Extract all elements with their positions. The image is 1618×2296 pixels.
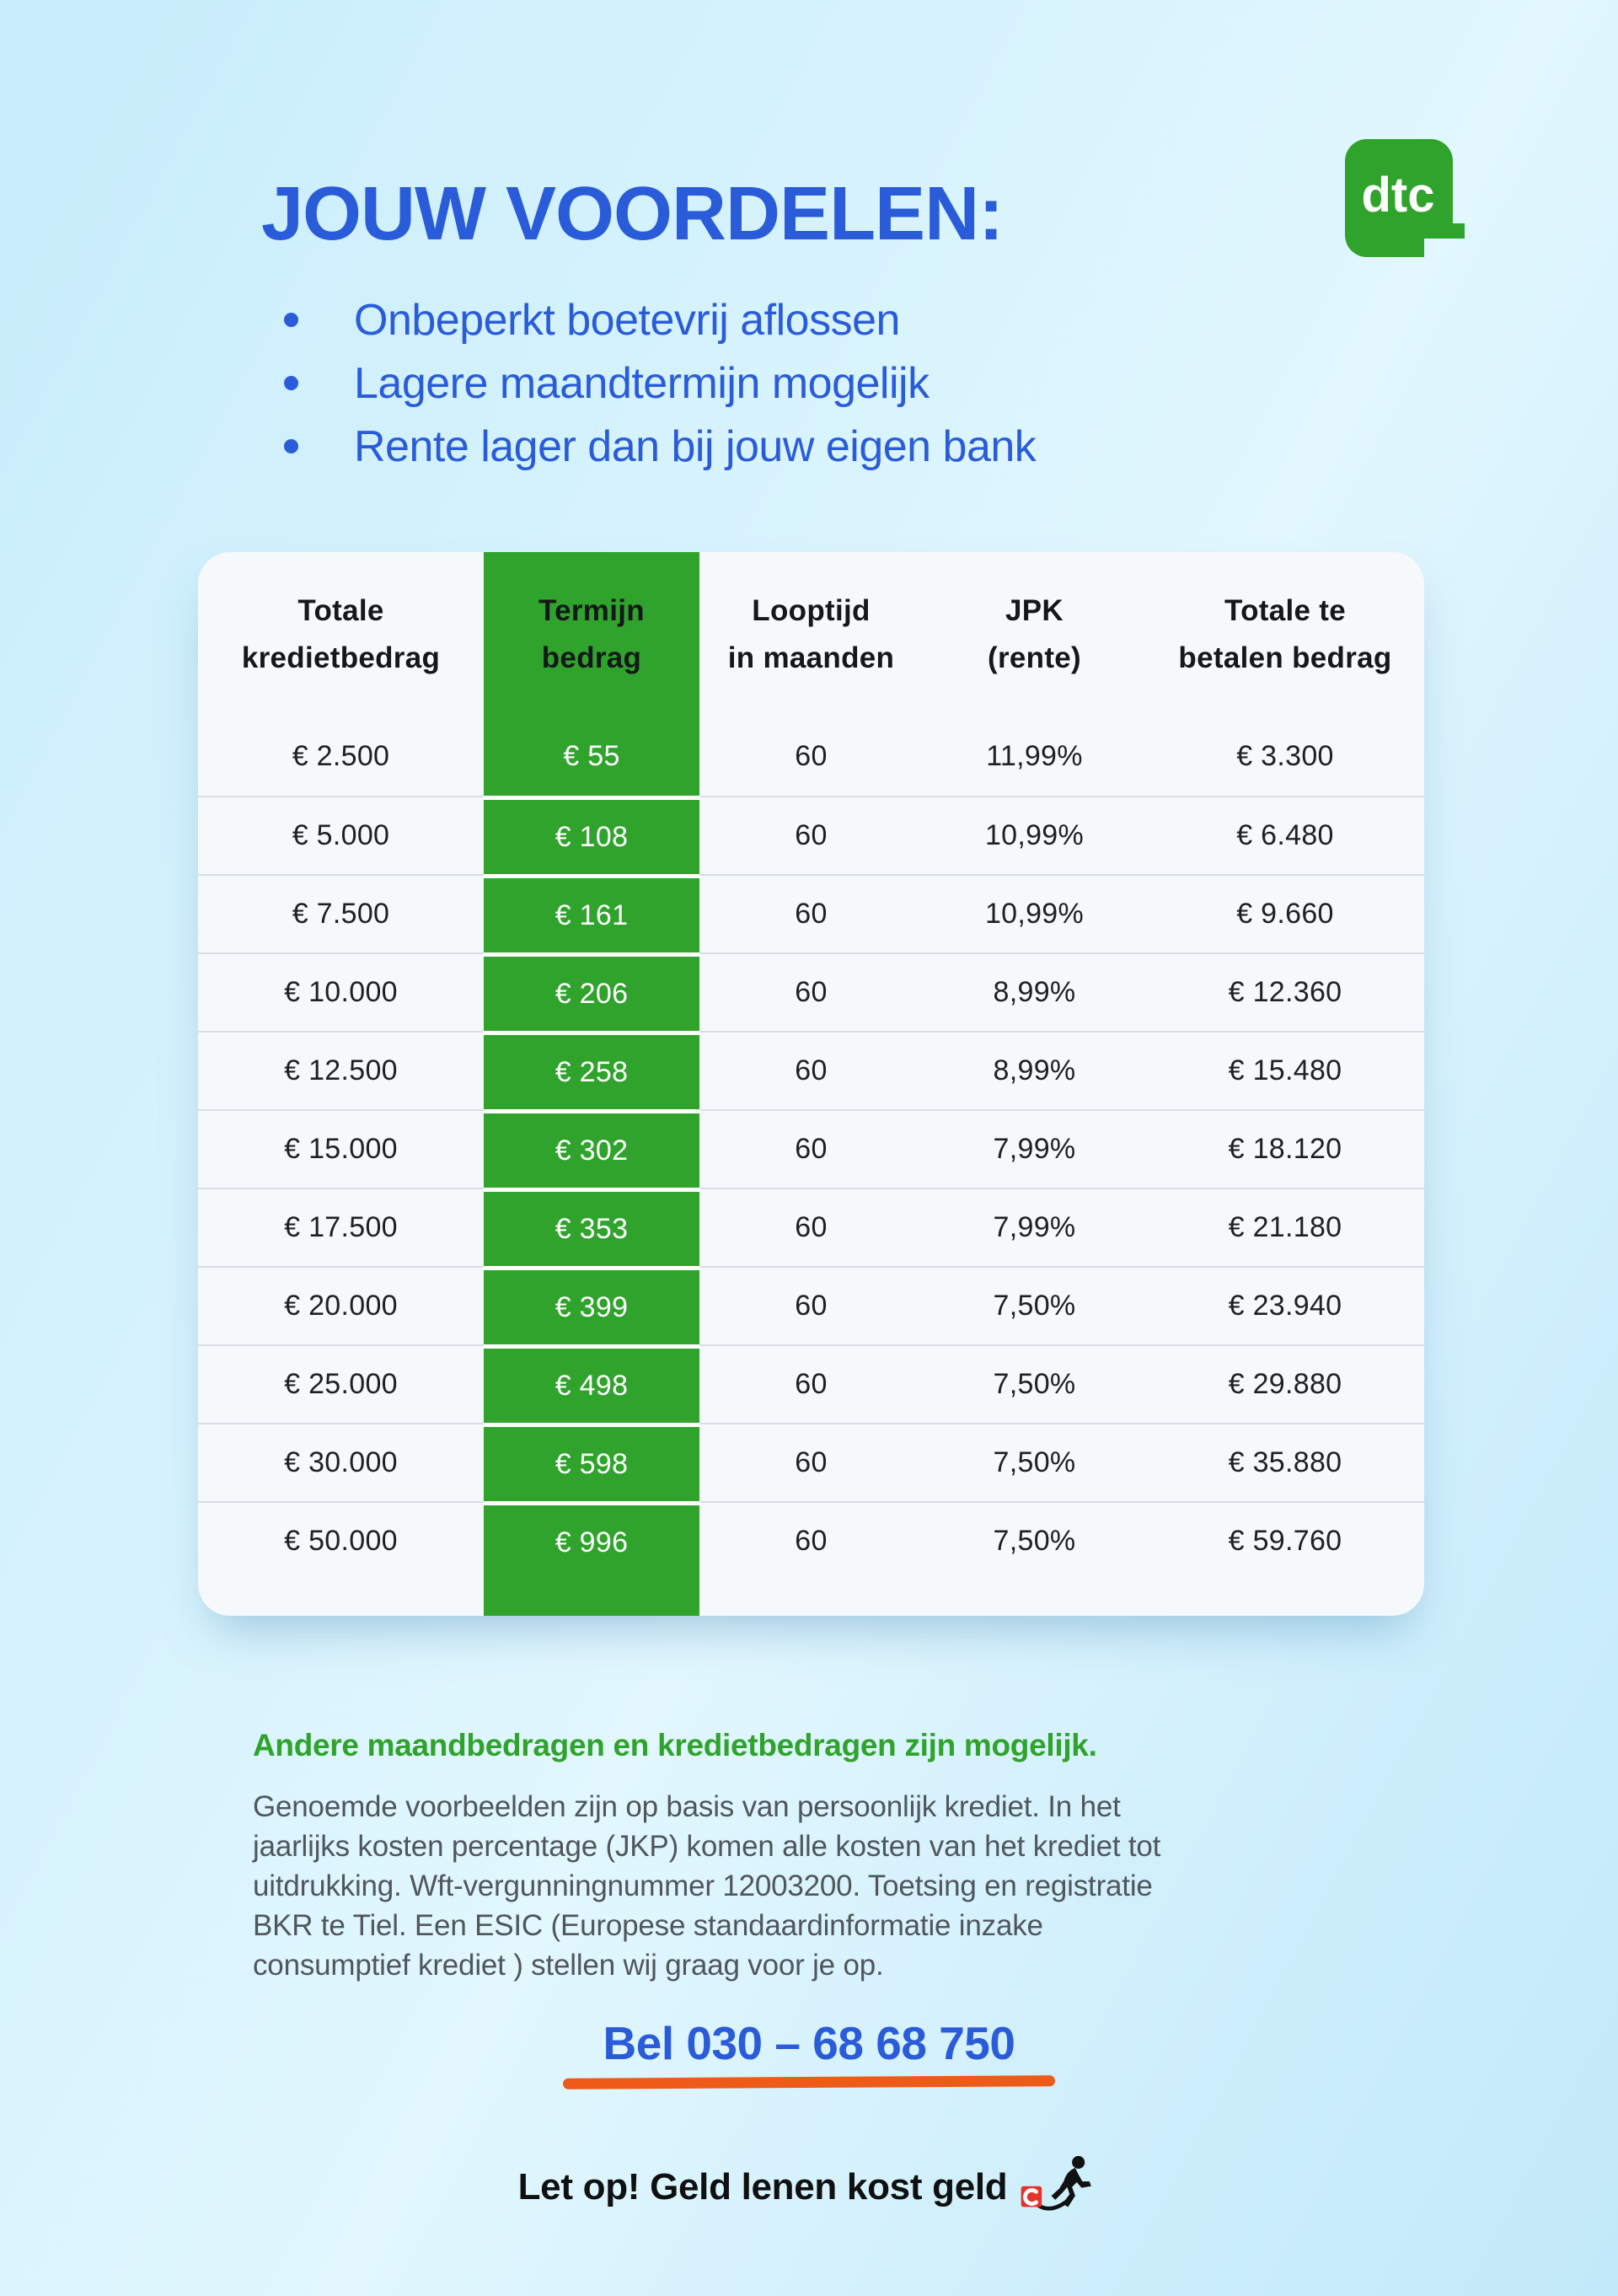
benefit-label: Onbeperkt boetevrij aflossen [354,295,900,345]
benefit-item [284,288,1036,351]
benefit-item [284,415,1036,478]
spacer-cell-green [484,1580,699,1616]
cell-totaal: € 15.480 [1146,1031,1424,1109]
cell-looptijd: 60 [699,1423,923,1501]
cell-jpk: 7,99% [923,1188,1146,1266]
cell-termijnbedrag: € 55 [484,717,699,796]
benefit-label: Rente lager dan bij jouw eigen bank [354,421,1037,471]
cell-jpk: 7,50% [923,1344,1146,1423]
header-termijnbedrag [484,552,699,717]
cell-looptijd: 60 [699,1344,923,1423]
phone-number: Bel 030 – 68 68 750 [603,2017,1015,2069]
spacer-cell [1146,1580,1424,1616]
table-row [198,1031,1424,1109]
cell-termijnbedrag: € 498 [484,1344,699,1423]
cell-jpk: 8,99% [923,1031,1146,1109]
cell-totaal: € 9.660 [1146,874,1424,952]
disclaimer-line: consumptief krediet ) stellen wij graag voor je op. [253,1949,884,1982]
benefit-label: Lagere maandtermijn mogelijk [354,358,930,408]
cell-termijnbedrag: € 302 [484,1109,699,1188]
cell-looptijd: 60 [699,796,923,874]
cell-totaal: € 21.180 [1146,1188,1424,1266]
spacer-cell [923,1580,1146,1616]
cell-jpk: 11,99% [986,740,1083,772]
cell-totaal: € 23.940 [1146,1266,1424,1344]
benefit-item [284,351,1036,415]
header-line: in maanden [727,641,895,674]
cell-totaal: € 18.120 [1146,1109,1424,1188]
table-row [198,1501,1424,1580]
cell-totaal: € 35.880 [1146,1423,1424,1501]
bullet-dot-icon [284,439,298,453]
warning-banner [0,2154,1618,2212]
bullet-dot-icon [284,376,298,390]
cell-jpk: 7,99% [923,1109,1146,1188]
cell-termijnbedrag: € 161 [484,874,699,952]
cell-totaal: € 59.760 [1146,1501,1424,1580]
header-line: kredietbedrag [241,641,441,674]
cell-jpk: 8,99% [923,952,1146,1031]
table-row [198,796,1424,874]
table-row [198,1266,1424,1344]
geld-lenen-kost-geld-icon [1019,2154,1100,2212]
disclaimer-text [253,1787,1160,1985]
table-row [198,952,1424,1031]
running-man-icon [1052,2156,1091,2207]
header-line: JPK [1005,594,1063,627]
cell-kredietbedrag: € 25.000 [198,1344,484,1423]
table-row [198,1109,1424,1188]
cell-termijnbedrag: € 399 [484,1266,699,1344]
cell-totaal: € 29.880 [1146,1344,1424,1423]
table-row [198,1344,1424,1423]
header-totale-kredietbedrag [198,552,484,717]
disclaimer-line: uitdrukking. Wft-vergunningnummer 12003200. Toetsing en registratie [253,1870,1153,1902]
cell-kredietbedrag: € 50.000 [198,1501,484,1580]
cell-looptijd: 60 [699,1109,923,1188]
header-line: betalen bedrag [1178,641,1392,674]
disclaimer-line: BKR te Tiel. Een ESIC (Europese standaardinformatie inzake [253,1909,1043,1942]
header-looptijd [699,552,923,717]
warning-text: Let op! Geld lenen kost geld [517,2166,1008,2207]
cell-kredietbedrag: € 2.500 [292,740,390,772]
cell-kredietbedrag: € 12.500 [198,1031,484,1109]
header-line: Totale te [1224,594,1347,627]
rates-table-card [198,552,1424,1616]
cell-jpk: 7,50% [923,1266,1146,1344]
dtc-logo-text: dtc [1361,168,1435,223]
header-jpk [923,552,1146,717]
table-row [198,1423,1424,1501]
dtc-logo [1345,139,1465,257]
bullet-dot-icon [284,313,298,327]
cell-kredietbedrag: € 10.000 [198,952,484,1031]
cell-termijnbedrag: € 258 [484,1031,699,1109]
cell-looptijd: 60 [699,874,923,952]
cell-jpk: 10,99% [923,796,1146,874]
cell-kredietbedrag: € 30.000 [198,1423,484,1501]
cell-termijnbedrag: € 108 [484,796,699,874]
cell-termijnbedrag: € 598 [484,1423,699,1501]
cell-looptijd: 60 [699,1501,923,1580]
header-line: (rente) [988,641,1081,674]
offer-note-heading: Andere maandbedragen en kredietbedragen zijn mogelijk. [253,1728,1097,1762]
cell-jpk: 7,50% [923,1423,1146,1501]
header-totale-te-betalen [1146,552,1424,717]
header-line: Totale [297,594,384,627]
header-line: bedrag [541,641,642,674]
phone-underline-icon [563,2075,1055,2089]
table-row [198,874,1424,952]
spacer-cell [198,1580,484,1616]
cell-kredietbedrag: € 17.500 [198,1188,484,1266]
cell-jpk: 7,50% [923,1501,1146,1580]
table-header-row [198,552,1424,717]
cell-kredietbedrag: € 15.000 [198,1109,484,1188]
cell-termijnbedrag: € 353 [484,1188,699,1266]
disclaimer-line: Genoemde voorbeelden zijn op basis van persoonlijk krediet. In het [253,1790,1121,1823]
cell-kredietbedrag: € 7.500 [198,874,484,952]
cell-totaal: € 6.480 [1146,796,1424,874]
benefits-list [284,288,1036,478]
cell-totaal: € 12.360 [1146,952,1424,1031]
table-row [198,1188,1424,1266]
cell-looptijd: 60 [699,952,923,1031]
cell-kredietbedrag: € 5.000 [198,796,484,874]
page-title: JOUW VOORDELEN: [261,172,1004,256]
table-row [198,717,1424,796]
cell-looptijd: 60 [699,1031,923,1109]
spacer-cell [699,1580,923,1616]
cell-looptijd: 60 [795,740,828,772]
cell-termijnbedrag: € 996 [484,1501,699,1580]
cell-jpk: 10,99% [923,874,1146,952]
cell-termijnbedrag: € 206 [484,952,699,1031]
cell-kredietbedrag: € 20.000 [198,1266,484,1344]
cell-totaal: € 3.300 [1236,740,1334,772]
disclaimer-line: jaarlijks kosten percentage (JKP) komen alle kosten van het krediet tot [253,1830,1161,1863]
header-line: Termijn [538,594,645,627]
cell-looptijd: 60 [699,1188,923,1266]
green-column-spacer [198,1580,1424,1616]
header-line: Looptijd [752,594,871,627]
cell-looptijd: 60 [699,1266,923,1344]
